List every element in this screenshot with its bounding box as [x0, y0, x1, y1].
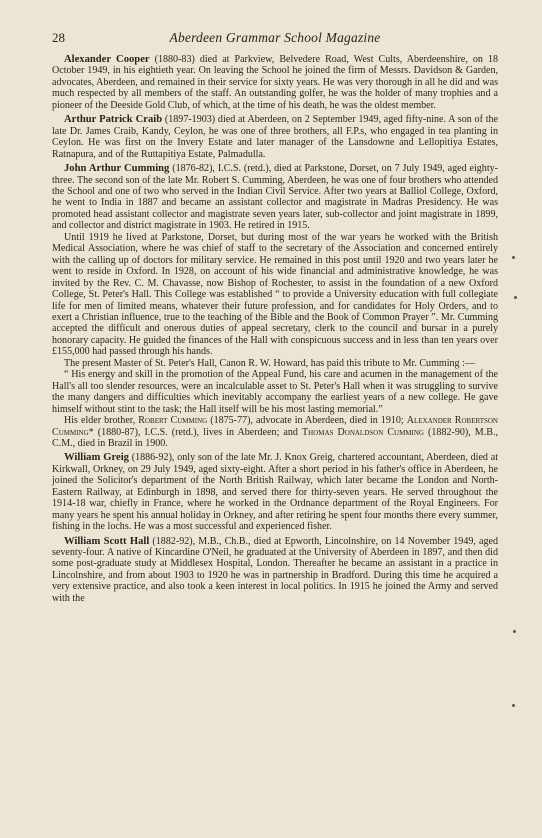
- text-run: His elder brother,: [64, 415, 139, 427]
- margin-speck: [512, 256, 515, 259]
- text-run: * (1880-87), I.C.S. (retd.), lives in Aberdeen; and: [88, 426, 303, 438]
- person-name: Thomas Donaldson Cumming: [302, 426, 424, 438]
- running-head: [52, 28, 498, 52]
- entry-name: John Arthur Cumming: [64, 163, 170, 175]
- obituary-entry-craib: [52, 114, 498, 160]
- entry-text: (1886-92), only son of the late Mr. J. Knox Greig, chartered accountant, Aberdeen, died at Kirkwall, Orkney, on 29 July 1949, aged sixty-eight. After a short period in his father's office in Aberdeen, he joined the Solicitor's department of the North British Railway, which later became the London and North-Eastern Railway, at Edinburgh in 1898, and served there for thirty-seven years. He served throughout the 1914-18 war, chiefly in France, where he worked in the Ordnance department of the Royal Engineers. For many years he spent his annual holiday in Orkney, and after retiring he spent four months there every summer, fishing in the lochs. He was a most successful and experienced fisher.: [52, 452, 498, 533]
- entry-text: (1882-92), M.B., Ch.B., died at Epworth, Lincolnshire, on 14 November 1949, aged seventy-four. A native of Kincardine O'Neil, he graduated at the University of Aberdeen in 1897, and then did some post-graduate study at Middlesex Hospital, London. Thereafter he became an assistant in a practice in Lincolnshire, and from about 1903 to 1920 he was in partnership in Bradford. During this time he acquired a very extensive practice, and also took a keen interest in local politics. In 1915 he joined the Army and served with the: [52, 535, 499, 604]
- entry-text: (1897-1903) died at Aberdeen, on 2 September 1949, aged fifty-nine. A son of the late Dr. James Craib, Kandy, Ceylon, he was one of three brothers, all F.P.s, who engaged in tea planting in Ceylon. He was first on the Invery Estate and later manager of the Lansdowne and Lellopitiya Estates, Ratnapura, and of the Ruttapitiya Estate, Palmadulla.: [52, 114, 498, 160]
- entry-text: (1880-83) died at Parkview, Belvedere Road, West Cults, Aberdeenshire, on 18 October 1949, in his eightieth year. On leaving the School he joined the firm of Messrs. Davidson & Garden, advocates, Aberdeen, and remained in their service for sixty years. He was very thorough in all he did and was much respected by all members of the staff. An outstanding golfer, he was the holder of many trophies and a pioneer of the Deeside Gold Club, of which, at the time of his death, he was the oldest member.: [52, 54, 498, 111]
- person-name: Robert Cumming: [138, 415, 208, 427]
- text-run: (1875-77), advocate in Aberdeen, died in 1910;: [207, 415, 407, 427]
- cumming-paragraph-3: The present Master of St. Peter's Hall, Canon R. W. Howard, has paid this tribute to Mr. Cumming :—: [64, 357, 475, 369]
- cumming-brothers-paragraph: [52, 415, 498, 449]
- obituary-entry-hall: [52, 536, 498, 605]
- entry-name: Arthur Patrick Craib: [64, 114, 163, 126]
- obituary-entry-cumming: [52, 163, 498, 232]
- margin-speck: [514, 296, 517, 299]
- obituary-entry-cooper: [52, 54, 498, 111]
- text-run: (1882-90), M.B., C.M., died in Brazil in 1900.: [52, 426, 498, 449]
- margin-speck: [513, 630, 516, 633]
- entry-text: (1876-82), I.C.S. (retd.), died at Parkstone, Dorset, on 7 July 1949, aged eighty-three. The second son of the late Mr. Robert S. Cumming, Aberdeen, he was one of four brothers who attended the School and one of two who served in the Indian Civil Service. After two years at Balliol College, Oxford, he went to India in 1887 and became an assistant collector and magistrate in Madras Presidency. He was promoted head assistant collector and magistrate seven years later, sub-collector and joint magistrate in 1899, and collector and district magistrate in 1903. He retired in 1915.: [52, 163, 498, 232]
- person-name: Alexander Robertson Cumming: [52, 415, 498, 438]
- obituary-entry-greig: [52, 452, 498, 532]
- entry-name: Alexander Cooper: [64, 54, 150, 65]
- margin-speck: [512, 704, 515, 707]
- page-number: 28: [52, 30, 65, 45]
- entry-name: William Scott Hall: [64, 535, 150, 547]
- cumming-paragraph-2: Until 1919 he lived at Parkstone, Dorset, but during most of the war years he worked with the British Medical Association, where he was chief of staff to the secretary of the Association and concerned entirely with the calling up of doctors for military service. He remained in this post until 1920 and two years later he went to reside in Oxford. In 1928, on account of his wide financial and administrative knowledge, he was invited by the Rev. C. M. Chavasse, now Bishop of Rochester, to assist in the foundation of a new Oxford College, St. Peter's Hall. This College was established “ to provide a University education with full collegiate life for men of limited means, whatever their future profession, and for candidates for Holy Orders, and to exert a Christian influence, true to the teaching of the Bible and the Book of Common Prayer ”. Mr. Cumming accepted the difficult and onerous duties of appeal secretary, clerk to the council and bursar in a purely honorary capacity. He guided the finances of the Hall with conspicuous success and in less than ten years over £155,000 had passed through his hands.: [52, 231, 498, 358]
- obituary-list: [52, 54, 498, 604]
- entry-name: William Greig: [64, 452, 129, 464]
- cumming-tribute-quote: “ His energy and skill in the promotion of the Appeal Fund, his care and acumen in the management of the Hall's all too slender resources, were an incalculable asset to St. Peter's Hall when it was struggling to survive the many dangers and difficulties which inevitably accompany the earliest years of a new college. He gave himself without stint to the task; the Hall itself will be his most lasting memorial.”: [52, 369, 498, 415]
- running-title: Aberdeen Grammar School Magazine: [169, 30, 381, 45]
